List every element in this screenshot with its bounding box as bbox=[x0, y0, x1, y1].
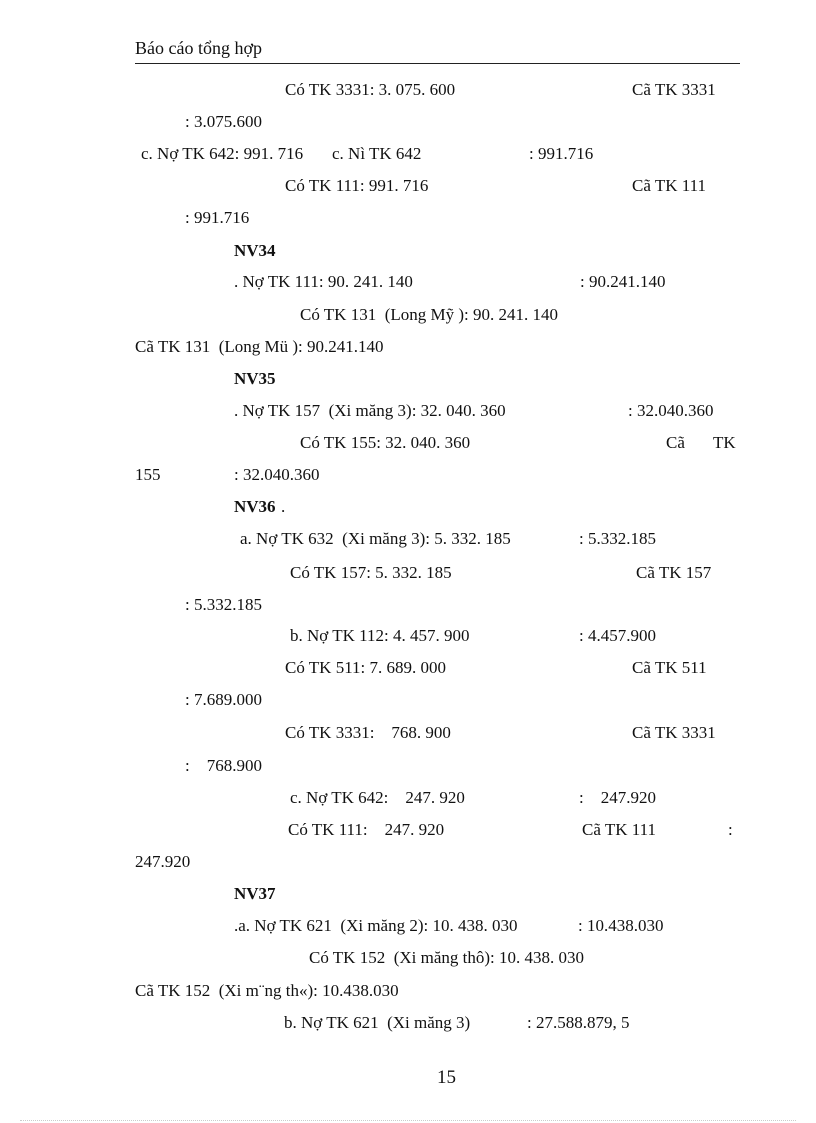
text-line: : 10.438.030 bbox=[578, 916, 664, 935]
text-line: Cã TK 157 bbox=[636, 563, 712, 582]
text-line: Cã TK 3331 bbox=[632, 723, 716, 742]
section-heading: NV36 bbox=[234, 497, 276, 516]
text-line: : 3.075.600 bbox=[185, 112, 262, 131]
text-line: Có TK 3331: 3. 075. 600 bbox=[285, 80, 456, 99]
text-line: Có TK 152 (Xi măng thô): 10. 438. 030 bbox=[309, 948, 584, 967]
text-line: c. Nì TK 642 bbox=[332, 144, 422, 163]
text-line: Có TK 3331: 768. 900 bbox=[285, 723, 451, 742]
text-line: . Nợ TK 157 (Xi măng 3): 32. 040. 360 bbox=[234, 401, 506, 420]
text-line: . bbox=[281, 497, 286, 516]
text-line: : 5.332.185 bbox=[579, 529, 656, 548]
text-line: c. Nợ TK 642: 991. 716 bbox=[141, 144, 304, 163]
text-line: : 4.457.900 bbox=[579, 626, 656, 645]
text-line: : bbox=[728, 820, 733, 839]
text-line: b. Nợ TK 621 (Xi măng 3) bbox=[284, 1013, 471, 1032]
text-line: TK bbox=[713, 433, 736, 452]
text-line: : 7.689.000 bbox=[185, 690, 262, 709]
page-border bbox=[20, 1120, 796, 1121]
text-line: Cã TK 511 bbox=[632, 658, 707, 677]
text-line: Có TK 511: 7. 689. 000 bbox=[285, 658, 447, 677]
section-heading: NV34 bbox=[234, 241, 276, 260]
text-line: : 5.332.185 bbox=[185, 595, 262, 614]
text-line: : 247.920 bbox=[579, 788, 656, 807]
text-line: Có TK 155: 32. 040. 360 bbox=[300, 433, 471, 452]
header-rule bbox=[135, 63, 740, 64]
text-line: c. Nợ TK 642: 247. 920 bbox=[290, 788, 465, 807]
text-line: Có TK 111: 991. 716 bbox=[285, 176, 429, 195]
page-number: 15 bbox=[437, 1067, 456, 1088]
text-line: Có TK 111: 247. 920 bbox=[288, 820, 445, 839]
text-line: 155 bbox=[135, 465, 161, 484]
text-line: Cã TK 111 bbox=[632, 176, 706, 195]
text-line: Cã TK 3331 bbox=[632, 80, 716, 99]
text-line: Cã TK 111 bbox=[582, 820, 656, 839]
section-heading: NV37 bbox=[234, 884, 276, 903]
text-line: Cã bbox=[666, 433, 685, 452]
text-line: : 991.716 bbox=[185, 208, 250, 227]
header-title: Báo cáo tổng hợp bbox=[135, 38, 262, 58]
text-line: : 27.588.879, 5 bbox=[527, 1013, 630, 1032]
text-line: . Nợ TK 111: 90. 241. 140 bbox=[234, 272, 413, 291]
text-line: Cã TK 152 (Xi m¨ng th«): 10.438.030 bbox=[135, 981, 399, 1000]
text-line: : 32.040.360 bbox=[234, 465, 320, 484]
text-line: 247.920 bbox=[135, 852, 191, 871]
text-line: Có TK 157: 5. 332. 185 bbox=[290, 563, 452, 582]
text-line: Có TK 131 (Long Mỹ ): 90. 241. 140 bbox=[300, 305, 558, 324]
text-line: Cã TK 131 (Long Mü ): 90.241.140 bbox=[135, 337, 384, 356]
text-line: : 32.040.360 bbox=[628, 401, 714, 420]
text-line: a. Nợ TK 632 (Xi măng 3): 5. 332. 185 bbox=[240, 529, 511, 548]
text-line: : 991.716 bbox=[529, 144, 594, 163]
section-heading: NV35 bbox=[234, 369, 276, 388]
text-line: .a. Nợ TK 621 (Xi măng 2): 10. 438. 030 bbox=[234, 916, 518, 935]
text-line: : 768.900 bbox=[185, 756, 262, 775]
text-line: : 90.241.140 bbox=[580, 272, 666, 291]
text-line: b. Nợ TK 112: 4. 457. 900 bbox=[290, 626, 470, 645]
